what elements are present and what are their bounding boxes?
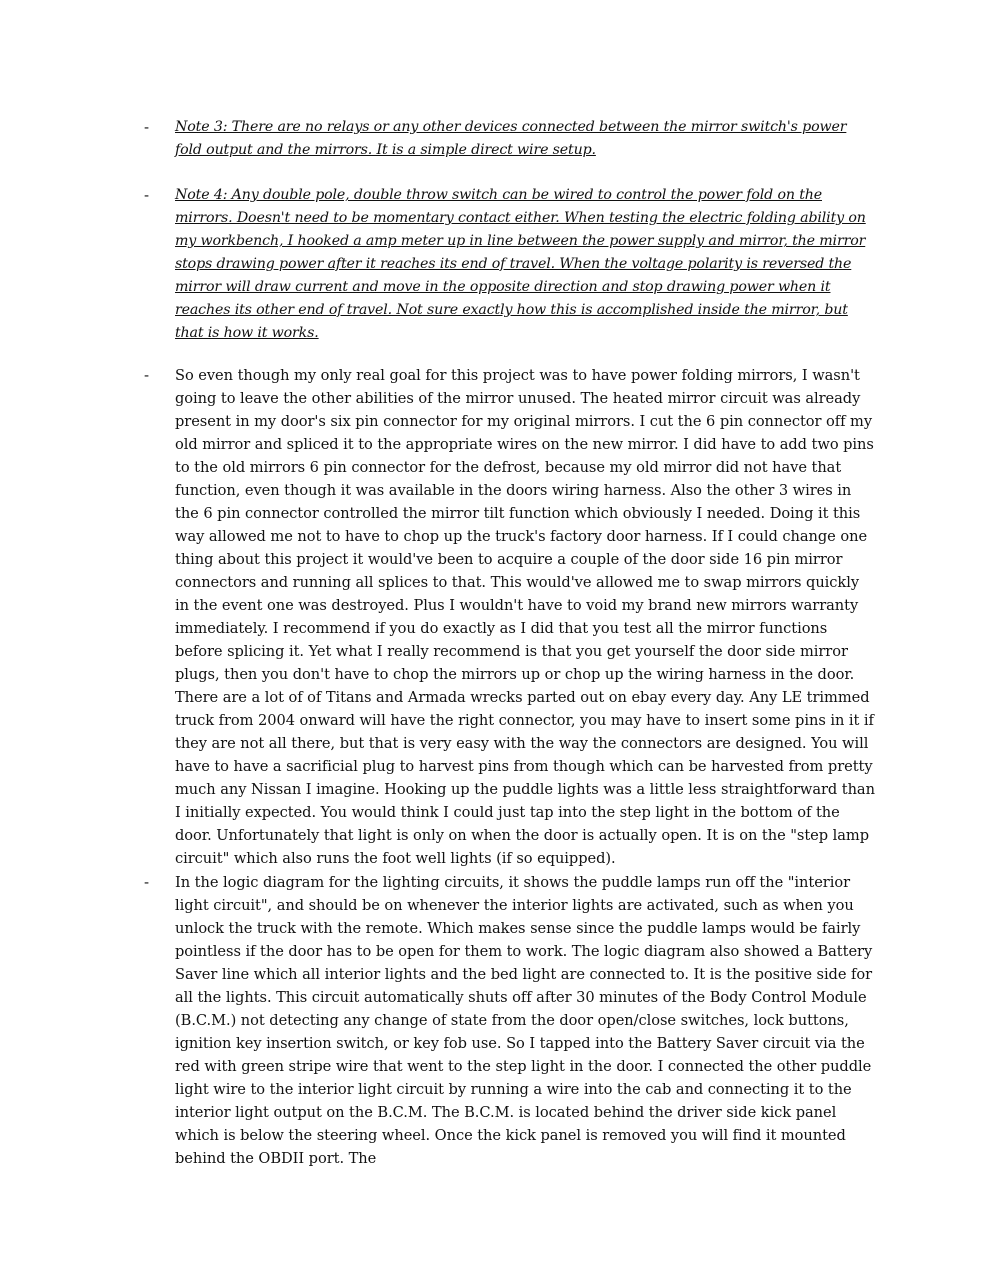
list-bullet: -: [144, 118, 150, 136]
list-bullet: -: [144, 186, 150, 204]
list-bullet: -: [144, 873, 150, 891]
note-3-text: Note 3: There are no relays or any other devices connected between the mirror switch's power fold output and the mirrors. It is a simple direct wire setup.: [175, 119, 847, 158]
mirror-wiring-paragraph: So even though my only real goal for this project was to have power folding mirrors, I wasn't going to leave the other abilities of the mirror unused. The heated mirror circuit was already present in my door's six pin connector for my original mirrors. I cut the 6 pin connector off my old mirror and spliced it to the appropriate wires on the new mirror. I did have to add two pins to the old mirrors 6 pin connector for the defrost, because my old mirror did not have that function, even though it was available in the doors wiring harness. Also the other 3 wires in the 6 pin connector controlled the mirror tilt function which obviously I needed. Doing it this way allowed me not to have to chop up the truck's factory door harness. If I could change one thing about this project it would've been to acquire a couple of the door side 16 pin mirror connectors and running all splices to that. This would've allowed me to swap mirrors quickly in the event one was destroyed. Plus I wouldn't have to void my brand new mirrors warranty immediately. I recommend if you do exactly as I did that you test all the mirror functions before splicing it. Yet what I really recommend is that you get yourself the door side mirror plugs, then you don't have to chop the mirrors up or chop up the wiring harness in the door. There are a lot of of Titans and Armada wrecks parted out on ebay every day. Any LE trimmed truck from 2004 onward will have the right connector, you may have to insert some pins in it if they are not all there, but that is very easy with the way the connectors are designed. You will have to have a sacrificial plug to harvest pins from though which can be harvested from pretty much any Nissan I imagine. Hooking up the puddle lights was a little less straightforward than I initially expected. You would think I could just tap into the step light in the bottom of the door. Unfortunately that light is only on when the door is actually open. It is on the "step lamp circuit" which also runs the foot well lights (if so equipped).: [175, 367, 875, 867]
note-4-text: Note 4: Any double pole, double throw switch can be wired to control the power fold on the mirrors. Doesn't need to be momentary contact either. When testing the electric folding ability on my workbench, I hooked a amp meter up in line between the power supply and mirror, the mirror stops drawing power after it reaches its end of travel. When the voltage polarity is reversed the mirror will draw current and move in the opposite direction and stop drawing power when it reaches its other end of travel. Not sure exactly how this is accomplished inside the mirror, but that is how it works.: [175, 187, 866, 341]
lighting-circuit-paragraph: In the logic diagram for the lighting circuits, it shows the puddle lamps run off the "interior light circuit", and should be on whenever the interior lights are activated, such as when you unlock the truck with the remote. Which makes sense since the puddle lamps would be fairly pointless if the door has to be open for them to work. The logic diagram also showed a Battery Saver line which all interior lights and the bed light are connected to. It is the positive side for all the lights. This circuit automatically shuts off after 30 minutes of the Body Control Module (B.C.M.) not detecting any change of state from the door open/close switches, lock buttons, ignition key insertion switch, or key fob use. So I tapped into the Battery Saver circuit via the red with green stripe wire that went to the step light in the door. I connected the other puddle light wire to the interior light circuit by running a wire into the cab and connecting it to the interior light output on the B.C.M. The B.C.M. is located behind the driver side kick panel which is below the steering wheel. Once the kick panel is removed you will find it mounted behind the OBDII port. The: [175, 874, 873, 1167]
list-bullet: -: [144, 366, 150, 384]
